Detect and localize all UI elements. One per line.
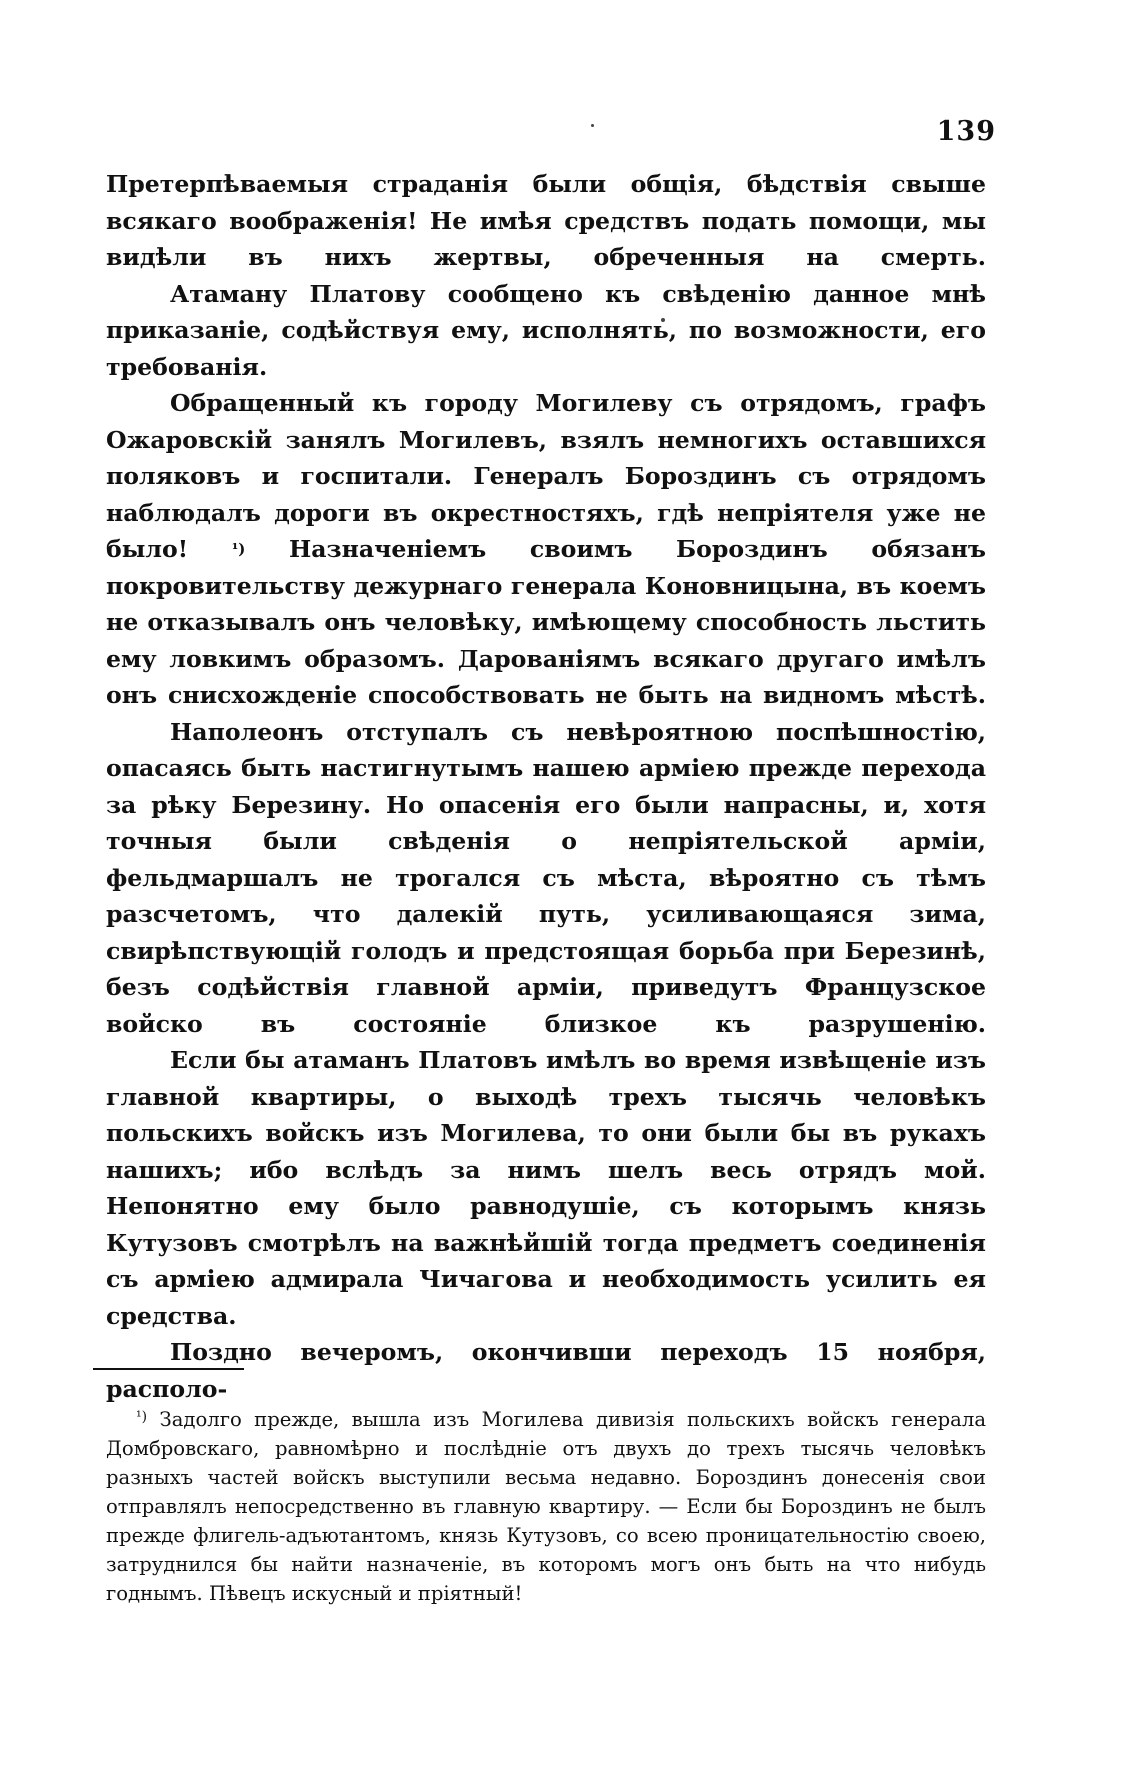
paragraph: Атаману Платову сообщено къ свѣденію данное мнѣ приказаніе, содѣйствуя ему, исполнять, по возможности, его требованія. — [106, 279, 986, 381]
paragraph: Поздно вечеромъ, окончивши переходъ 15 ноября, располо- — [106, 1338, 986, 1403]
paragraph: Если бы атаманъ Платовъ имѣлъ во время извѣщеніе изъ главной квартиры, о выходѣ трехъ тысячь человѣкъ польскихъ войскъ изъ Могилева, то они были бы въ рукахъ нашихъ; ибо вслѣдъ за нимъ шелъ весь отрядъ мой. Непонятно ему было равнодушіе, съ которымъ князь Кутузовъ смотрѣлъ на важнѣйшій тогда предметъ соединенія съ арміею адмирала Чичагова и необходимость усилить ея средства. — [106, 1046, 986, 1330]
print-speck — [591, 124, 594, 127]
paragraph: Наполеонъ отступалъ съ невѣроятною поспѣшностію, опасаясь быть настигнутымъ нашею арміею прежде перехода за рѣку Березину. Но опасенія его были напрасны, и, хотя точныя были свѣденія о непріятельской арміи, фельдмаршалъ не трогался съ мѣста, вѣроятно съ тѣмъ разсчетомъ, что далекій путь, усиливающаяся зима, свирѣпствующій голодъ и предстоящая борьба при Березинѣ, безъ содѣйствія главной арміи, приведутъ Французское войско въ состояніе близкое къ разрушенію. — [106, 717, 986, 1038]
paragraph-text: Обращенный къ городу Могилеву съ отрядомъ, графъ Ожаровскій занялъ Могилевъ, взялъ немногихъ оставшихся поляковъ и госпитали. Генералъ Бороздинъ съ отрядомъ наблюдалъ дороги въ окрестностяхъ, гдѣ непріятеля уже не было! — [106, 389, 986, 563]
footnote-reference: ¹) — [231, 540, 246, 558]
paragraph — [106, 385, 986, 714]
footnote-divider — [93, 1368, 244, 1370]
footnote — [106, 1405, 986, 1608]
page-number: 139 — [936, 116, 996, 147]
paragraph: Претерпѣваемыя страданія были общія, бѣдствія свыше всякаго воображенія! Не имѣя средствъ подать помощи, мы видѣли въ нихъ жертвы, обреченныя на смерть. — [106, 170, 986, 271]
footnote-mark: ¹) — [136, 1409, 148, 1425]
footnote-text: Задолго прежде, вышла изъ Могилева дивизія польскихъ войскъ генерала Домбровскаго, равномѣрно и послѣдніе отъ двухъ до трехъ тысячь человѣкъ разныхъ частей войскъ выступили весьма недавно. Бороздинъ донесенія свои отправлялъ непосредственно въ главную квартиру. — Если бы Бороздинъ не былъ прежде флигель-адъютантомъ, князь Кутузовъ, со всею проницательностію своею, затруднился бы найти назначеніе, въ которомъ могъ онъ быть на что нибудь годнымъ. Пѣвецъ искусный и пріятный! — [106, 1408, 986, 1605]
paragraph-text: Назначеніемъ своимъ Бороздинъ обязанъ покровительству дежурнаго генерала Коновницына, въ коемъ не отказывалъ онъ человѣку, имѣющему способность льстить ему ловкимъ образомъ. Дарованіямъ всякаго другаго имѣлъ онъ снисхожденіе способствовать не быть на видномъ мѣстѣ. — [106, 535, 986, 709]
main-text — [106, 166, 986, 1407]
